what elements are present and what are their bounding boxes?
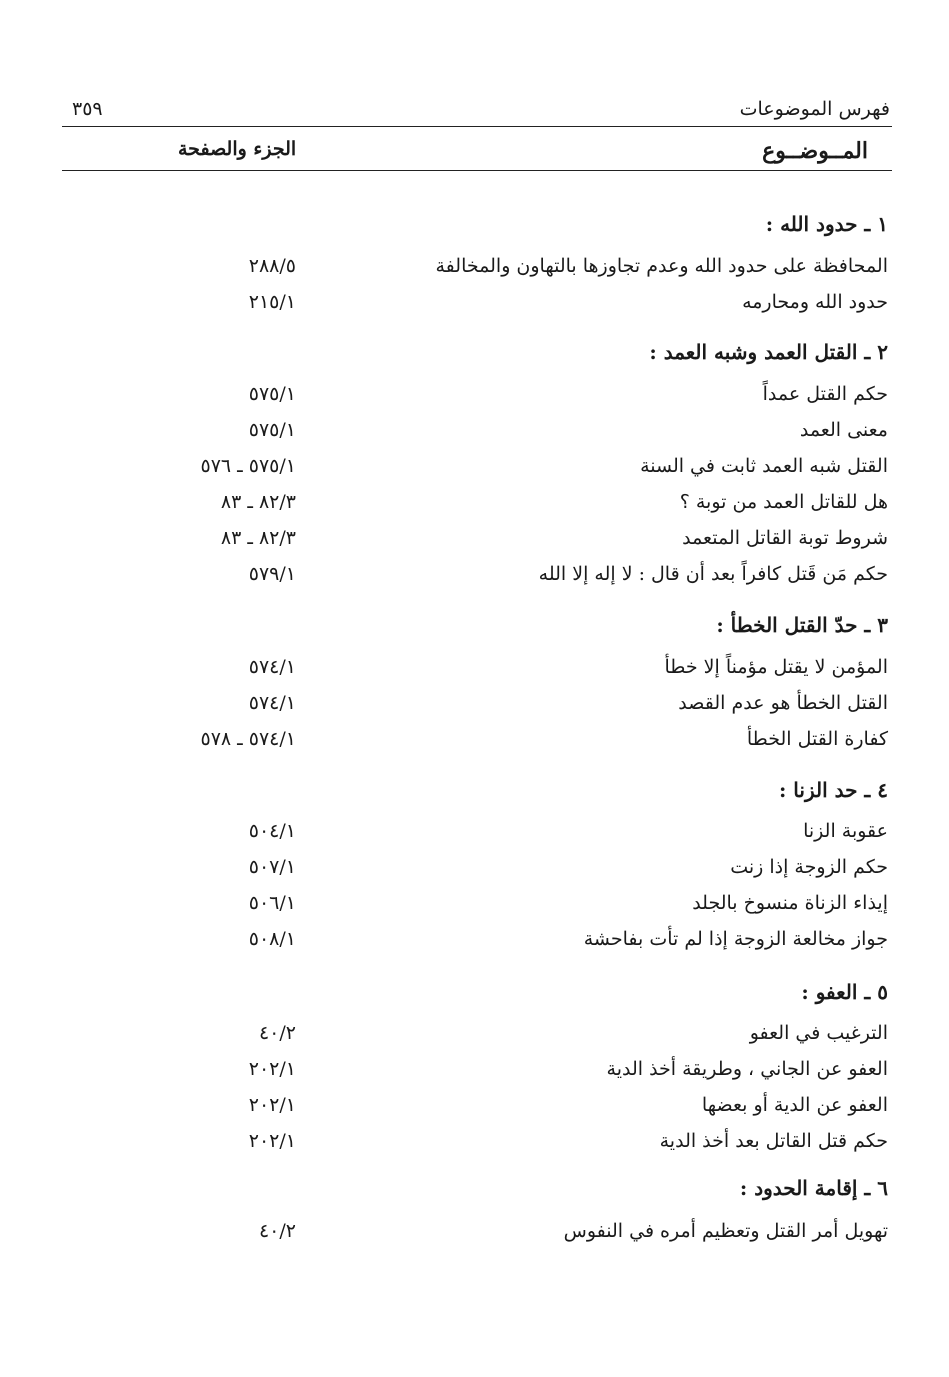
entry-topic: العفو عن الدية أو بعضها xyxy=(701,1094,888,1116)
section-heading-text: ٤ ـ حد الزنا : xyxy=(778,778,888,802)
page-number: ٣٥٩ xyxy=(72,98,103,120)
entry-reference: ٥٧٤/١ xyxy=(248,656,296,678)
section-heading-text: ٢ ـ القتل العمد وشبه العمد : xyxy=(649,340,888,364)
index-entry xyxy=(62,527,892,561)
index-entry xyxy=(62,491,892,525)
section-heading xyxy=(62,1176,892,1210)
entry-topic: إيذاء الزناة منسوخ بالجلد xyxy=(692,892,888,914)
index-entry xyxy=(62,692,892,726)
index-entry xyxy=(62,856,892,890)
entry-reference: ٥٠٨/١ xyxy=(248,928,296,950)
section-heading-text: ١ ـ حدود الله : xyxy=(765,212,888,236)
index-entry xyxy=(62,892,892,926)
entry-reference: ٥٠٧/١ xyxy=(248,856,296,878)
entry-topic: المحافظة على حدود الله وعدم تجاوزها بالتهاون والمخالفة xyxy=(435,255,888,277)
index-entry xyxy=(62,291,892,325)
running-title: فهرس الموضوعات xyxy=(739,98,890,120)
entry-reference: ٥٠٦/١ xyxy=(248,892,296,914)
entry-reference: ٤٠/٢ xyxy=(258,1022,296,1044)
index-entry xyxy=(62,1022,892,1056)
index-entry xyxy=(62,1094,892,1128)
entry-reference: ٥٧٩/١ xyxy=(248,563,296,585)
entry-topic: المؤمن لا يقتل مؤمناً إلا خطأ xyxy=(664,656,888,678)
entry-topic: العفو عن الجاني ، وطريقة أخذ الدية xyxy=(606,1058,888,1080)
index-entry xyxy=(62,656,892,690)
entry-topic: عقوبة الزنا xyxy=(803,820,888,842)
index-entry xyxy=(62,728,892,762)
entry-topic: معنى العمد xyxy=(799,419,888,441)
entry-reference: ٤٠/٢ xyxy=(258,1220,296,1242)
section-heading xyxy=(62,980,892,1014)
section-heading xyxy=(62,613,892,647)
entry-topic: الترغيب في العفو xyxy=(749,1022,888,1044)
entry-topic: حدود الله ومحارمه xyxy=(742,291,888,313)
entry-reference: ٢١٥/١ xyxy=(248,291,296,313)
section-heading xyxy=(62,212,892,246)
entry-topic: حكم قتل القاتل بعد أخذ الدية xyxy=(659,1130,888,1152)
entry-reference: ٥٠٤/١ xyxy=(248,820,296,842)
entry-reference: ٢٠٢/١ xyxy=(248,1130,296,1152)
entry-reference: ٢٠٢/١ xyxy=(248,1058,296,1080)
entry-topic: جواز مخالعة الزوجة إذا لم تأت بفاحشة xyxy=(583,928,888,950)
section-heading xyxy=(62,778,892,812)
entry-topic: تهويل أمر القتل وتعظيم أمره في النفوس xyxy=(563,1220,888,1242)
index-entry xyxy=(62,820,892,854)
entry-reference: ٢٠٢/١ xyxy=(248,1094,296,1116)
entry-topic: هل للقاتل العمد من توبة ؟ xyxy=(679,491,888,513)
index-entry xyxy=(62,419,892,453)
column-volume-page-label: الجزء والصفحة xyxy=(178,138,297,160)
entry-reference: ٥٧٤/١ xyxy=(248,692,296,714)
index-entry xyxy=(62,563,892,597)
entry-reference: ٥٧٥/١ xyxy=(248,383,296,405)
entry-topic: شروط توبة القاتل المتعمد xyxy=(682,527,888,549)
entry-reference: ٨٢/٣ ـ ٨٣ xyxy=(220,491,296,513)
entry-topic: القتل الخطأ هو عدم القصد xyxy=(678,692,888,714)
entry-topic: كفارة القتل الخطأ xyxy=(746,728,888,750)
entry-reference: ٥٧٥/١ xyxy=(248,419,296,441)
entry-reference: ٢٨٨/٥ xyxy=(248,255,296,277)
index-entry xyxy=(62,455,892,489)
section-heading-text: ٦ ـ إقامة الحدود : xyxy=(739,1176,888,1200)
entry-reference: ٥٧٥/١ ـ ٥٧٦ xyxy=(200,455,296,477)
section-heading-text: ٣ ـ حدّ القتل الخطأ : xyxy=(716,613,888,637)
entry-topic: حكم مَن قَتل كافراً بعد أن قال : لا إله إلا الله xyxy=(538,563,888,585)
index-entry xyxy=(62,928,892,962)
index-list xyxy=(62,0,892,1377)
index-entry xyxy=(62,1130,892,1164)
entry-reference: ٥٧٤/١ ـ ٥٧٨ xyxy=(200,728,296,750)
index-entry xyxy=(62,255,892,289)
entry-topic: حكم القتل عمداً xyxy=(762,383,888,405)
column-topic-label: المــوضــوع xyxy=(762,138,868,164)
index-entry xyxy=(62,1058,892,1092)
entry-topic: حكم الزوجة إذا زنت xyxy=(730,856,888,878)
entry-topic: القتل شبه العمد ثابت في السنة xyxy=(640,455,888,477)
index-entry xyxy=(62,383,892,417)
section-heading xyxy=(62,340,892,374)
entry-reference: ٨٢/٣ ـ ٨٣ xyxy=(220,527,296,549)
index-entry xyxy=(62,1220,892,1254)
section-heading-text: ٥ ـ العفو : xyxy=(801,980,888,1004)
